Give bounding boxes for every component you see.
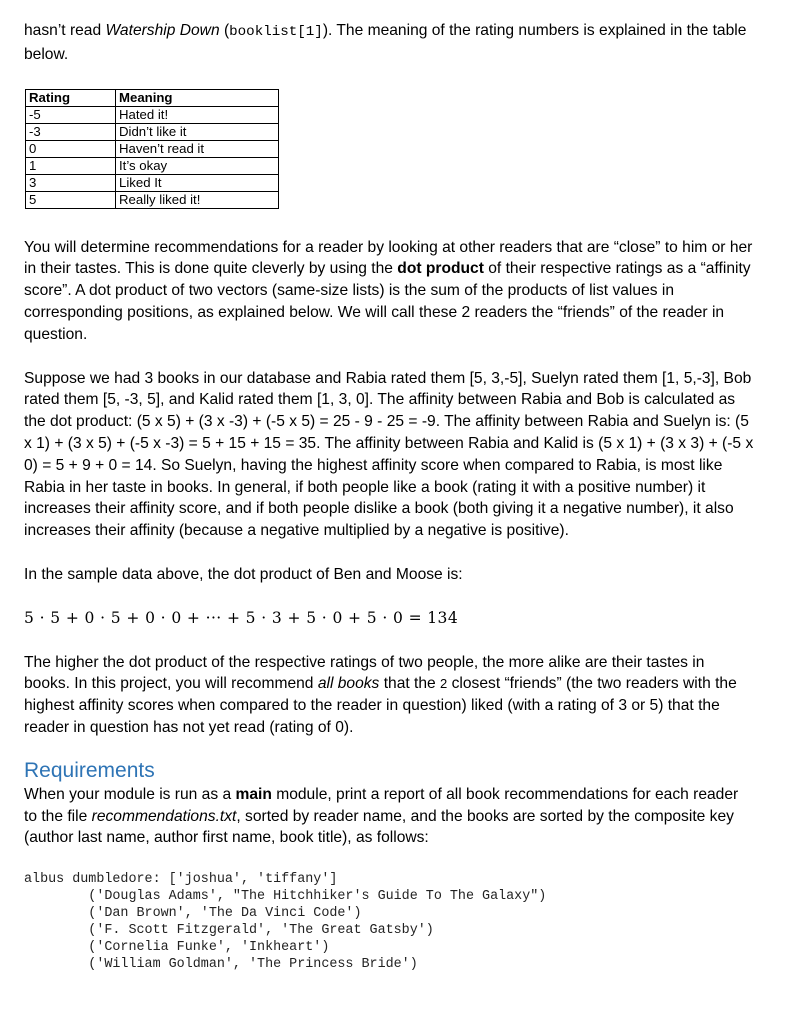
table-row [26, 123, 279, 140]
rating-meaning: Didn’t like it [116, 123, 279, 140]
p5-text-1: The higher the dot product of the respective ratings of two people, the more alike are their tastes in books. In this project, you will recommend [24, 653, 705, 693]
rating-meaning: Hated it! [116, 106, 279, 123]
book-title-watership-down: Watership Down [105, 22, 220, 39]
intro-paragraph [24, 20, 754, 66]
code-sample-block [24, 871, 754, 973]
table-row [26, 174, 279, 191]
rating-value: 5 [26, 191, 116, 208]
req-text-3: , sorted by reader name, and the books are sorted by the composite key (author last name, author first name, book title), as follows: [24, 807, 734, 847]
ratings-header-rating: Rating [26, 89, 116, 106]
code-line: ('Douglas Adams', "The Hitchhiker's Guide To The Galaxy") [24, 889, 547, 905]
requirements-heading: Requirements [24, 758, 155, 782]
p2-text-1: You will determine recommendations for a reader by looking at other readers that are “close” to him or her in their tastes. This is done quite cleverly by using the [24, 238, 753, 278]
table-row [26, 191, 279, 208]
p2-text-2: of their respective ratings as a “affinity score”. A dot product of two vectors (same-size lists) is the sum of the products of list values in corresponding positions, as explained below. We will call these 2 readers the “friends” of the reader in question. [24, 260, 751, 343]
recommendation-paragraph [24, 652, 754, 739]
friend-count: 2 [440, 676, 448, 692]
sample-data-paragraph: In the sample data above, the dot product of Ben and Moose is: [24, 565, 463, 583]
document-page [24, 20, 754, 973]
intro-text-3: ). The meaning of the rating numbers is explained in the table below. [24, 22, 747, 63]
code-line: ('Cornelia Funke', 'Inkheart') [24, 940, 330, 956]
table-row [26, 157, 279, 174]
rating-value: -5 [26, 106, 116, 123]
rating-value: 0 [26, 140, 116, 157]
ratings-table-header-row [26, 89, 279, 106]
output-filename: recommendations.txt [91, 807, 237, 825]
rating-meaning: Haven’t read it [116, 140, 279, 157]
code-line: ('William Goldman', 'The Princess Bride') [24, 957, 418, 973]
code-line: ('Dan Brown', 'The Da Vinci Code') [24, 906, 362, 922]
requirements-paragraph [24, 784, 754, 849]
table-row [26, 106, 279, 123]
rating-meaning: It’s okay [116, 157, 279, 174]
rating-meaning: Really liked it! [116, 191, 279, 208]
table-row [26, 140, 279, 157]
code-line: ('F. Scott Fitzgerald', 'The Great Gatsby') [24, 923, 434, 939]
code-line: albus dumbledore: ['joshua', 'tiffany'] [24, 872, 338, 888]
intro-text-1: hasn’t read [24, 22, 106, 39]
ratings-header-meaning: Meaning [116, 89, 279, 106]
ratings-table [25, 89, 279, 209]
main-module-term: main [235, 785, 272, 803]
affinity-intro-paragraph [24, 237, 754, 346]
intro-text-2: ( [219, 22, 230, 39]
rating-meaning: Liked It [116, 174, 279, 191]
req-text-1: When your module is run as a [24, 785, 236, 803]
req-text-2: module, print a report of all book recommendations for each reader to the file [24, 785, 739, 825]
p5-text-3: closest “friends” (the two readers with the highest affinity scores when compared to the reader in question) liked (with a rating of 3 or 5) that the reader in question has not yet read (rating of 0). [24, 675, 737, 736]
all-books-emphasis: all books [317, 675, 380, 693]
example-paragraph: Suppose we had 3 books in our database and Rabia rated them [5, 3,-5], Suelyn rated them [1, 5,-3], Bob rated them [5, -3, 5], and Kalid rated them [1, 3, 0]. The affinity between Rabia and Bob is calculated as the dot product: (5 x 5) + (3 x -3) + (-5 x 5) = 25 - 9 - 25 = -9. The affinity between Rabia and Suelyn is: (5 x 1) + (3 x 5) + (-5 x -3) = 5 + 15 + 15 = 35. The affinity between Rabia and Kalid is (5 x 1) + (3 x 3) + (-5 x 0) = 5 + 9 + 0 = 14. So Suelyn, having the highest affinity score when compared to Rabia, is most like Rabia in her taste in books. In general, if both people like a book (rating it with a positive number) it increases their affinity score, and if both people dislike a book (both giving it a negative number), it also increases their affinity (because a negative multiplied by a negative is positive). [24, 369, 754, 540]
rating-value: -3 [26, 123, 116, 140]
booklist-code: booklist[1] [229, 24, 323, 40]
p5-text-2: that the [379, 675, 441, 693]
dot-product-equation: 5 · 5 + 0 · 5 + 0 · 0 + ··· + 5 · 3 + 5 · 0 + 5 · 0 = 134 [24, 608, 459, 627]
rating-value: 1 [26, 157, 116, 174]
dot-product-term: dot product [397, 260, 484, 278]
rating-value: 3 [26, 174, 116, 191]
